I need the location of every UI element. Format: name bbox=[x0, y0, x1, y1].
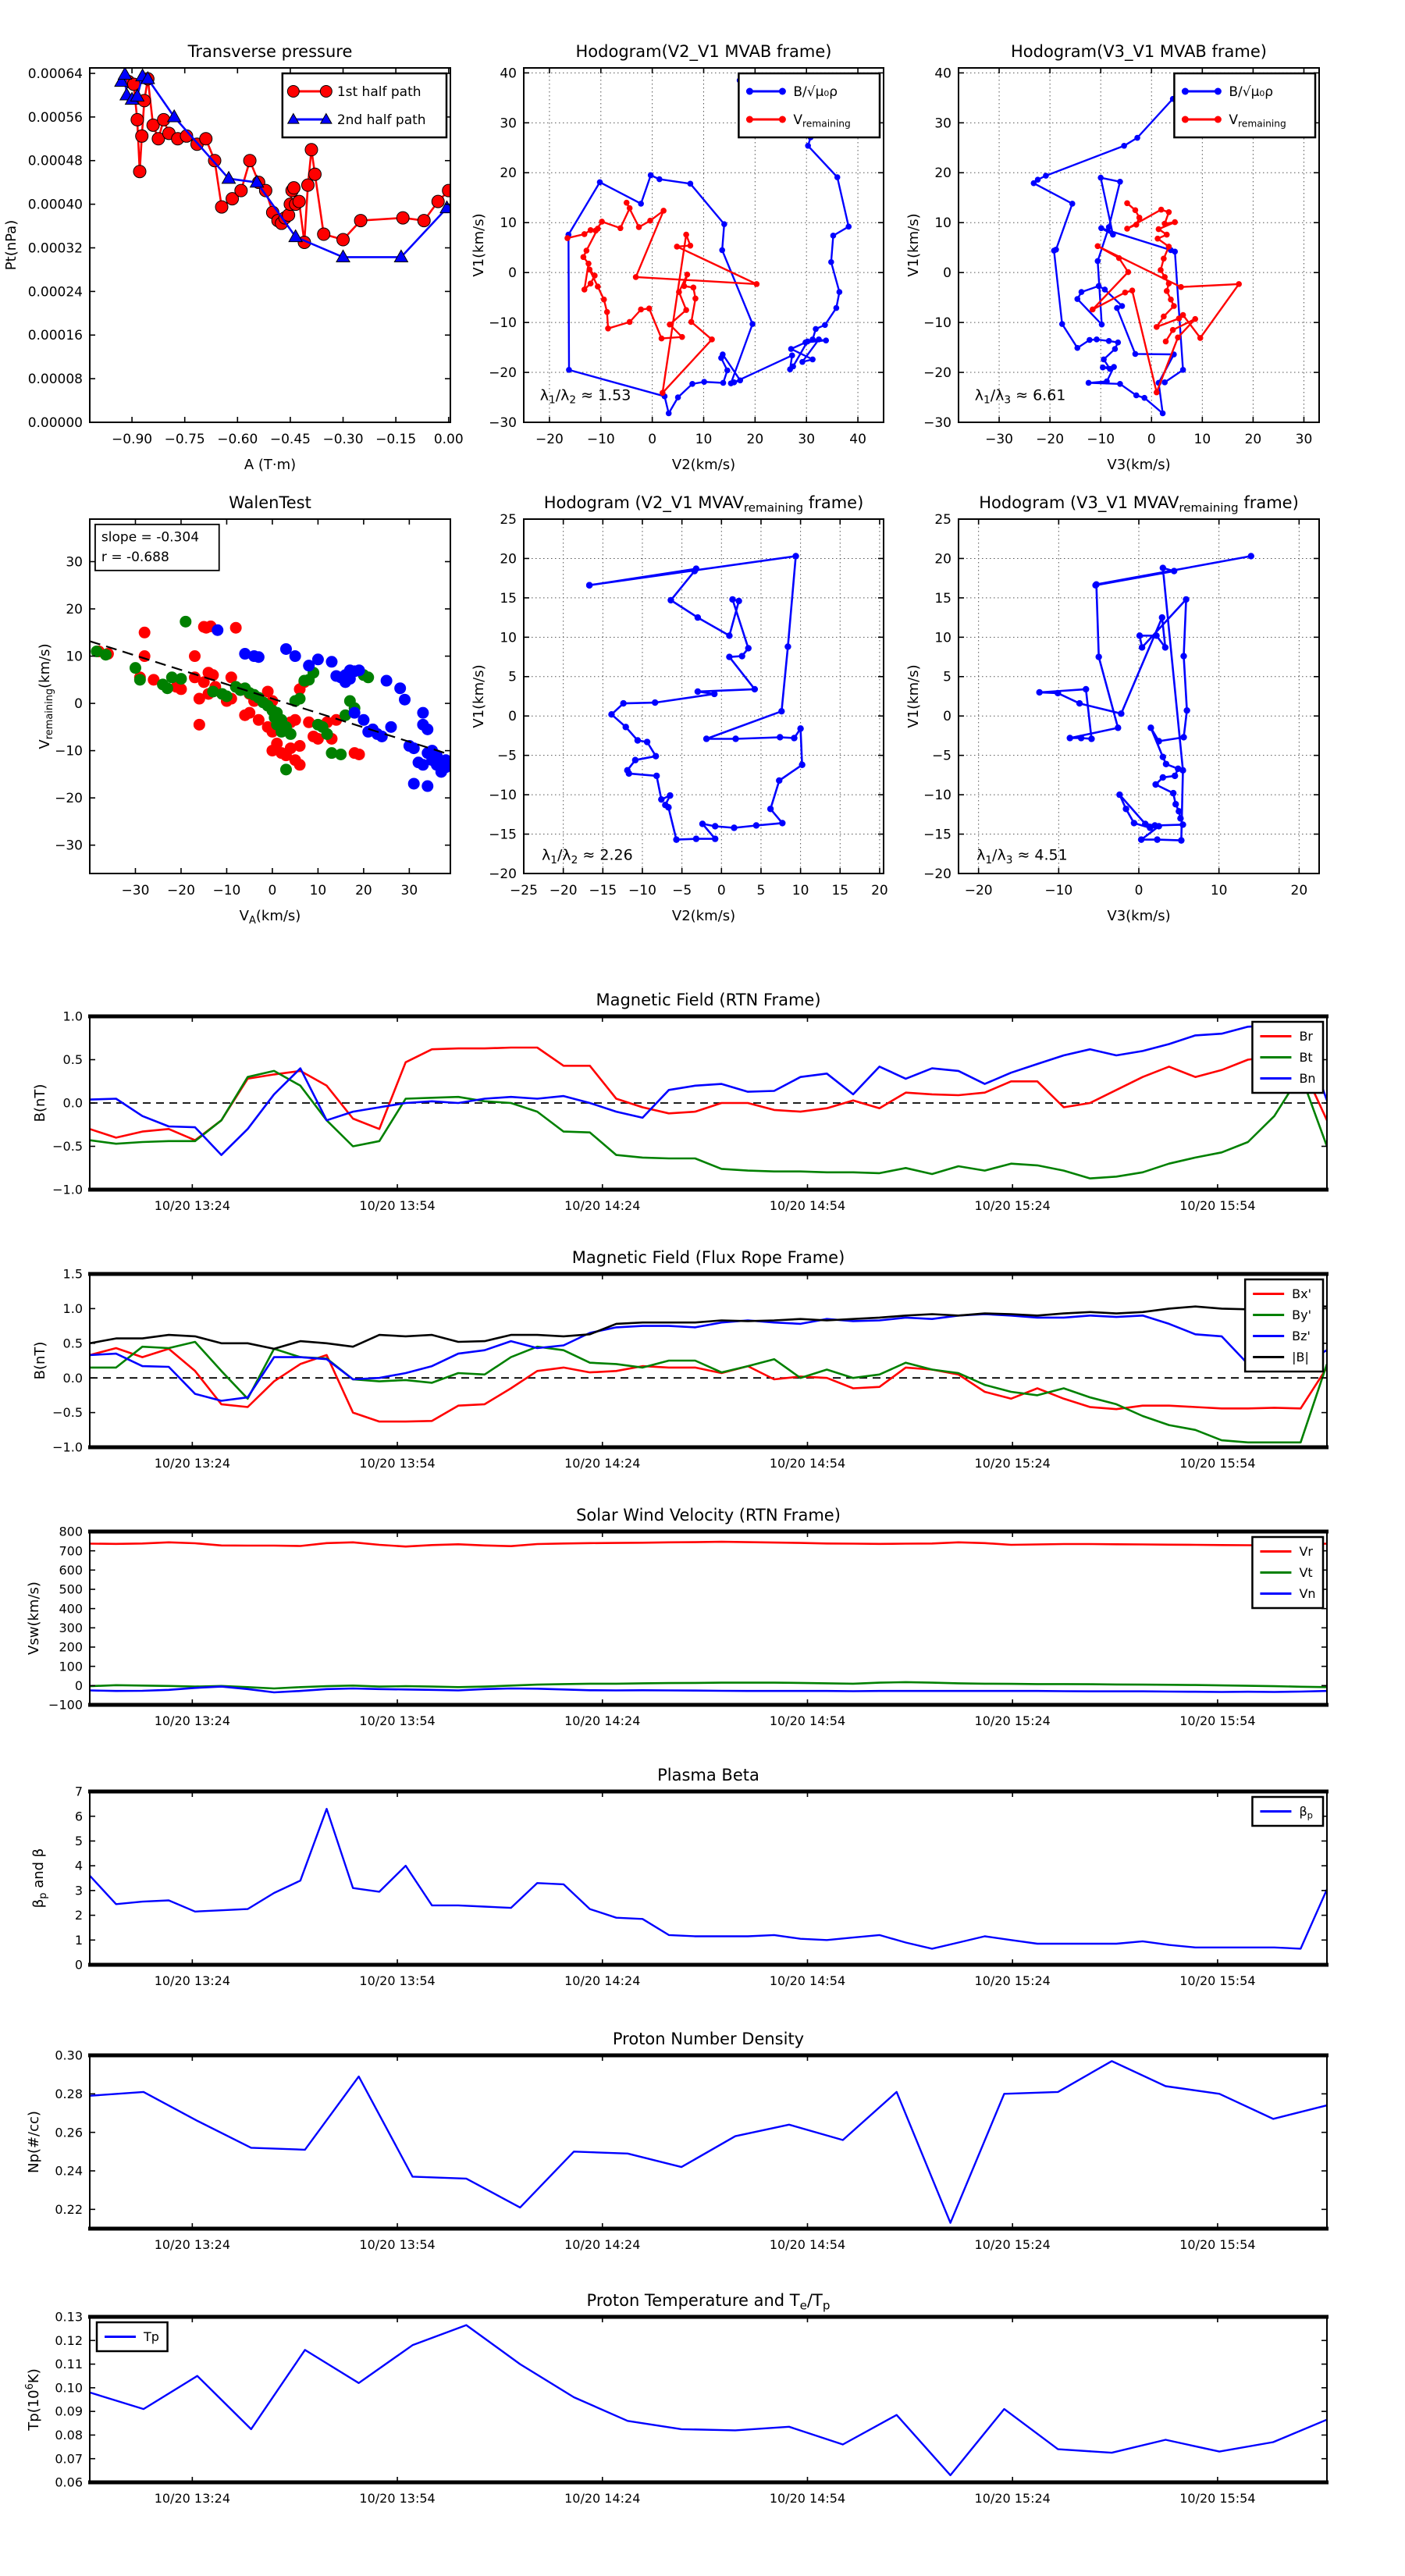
svg-text:0.22: 0.22 bbox=[55, 2201, 83, 2217]
svg-text:0: 0 bbox=[508, 265, 517, 282]
svg-text:200: 200 bbox=[59, 1639, 83, 1655]
svg-text:10/20 14:24: 10/20 14:24 bbox=[564, 1713, 641, 1728]
svg-text:−20: −20 bbox=[167, 883, 195, 898]
svg-text:10: 10 bbox=[934, 215, 951, 232]
svg-text:Proton Temperature and Te/Tp: Proton Temperature and $T_e/T_p$ bbox=[586, 2291, 831, 2313]
svg-text:0.00024: 0.00024 bbox=[27, 284, 83, 301]
svg-text:0: 0 bbox=[1134, 883, 1144, 898]
svg-text:−10: −10 bbox=[212, 883, 241, 898]
svg-text:500: 500 bbox=[59, 1582, 83, 1597]
svg-text:−10: −10 bbox=[1044, 883, 1073, 898]
svg-text:−30: −30 bbox=[121, 883, 150, 898]
svg-text:0.00056: 0.00056 bbox=[27, 109, 83, 126]
svg-text:Transverse pressure: Transverse pressure bbox=[187, 42, 353, 61]
svg-text:−30: −30 bbox=[923, 415, 951, 431]
svg-text:−0.60: −0.60 bbox=[217, 432, 258, 447]
svg-text:Hodogram (V2_V1 MVAVremaining: Hodogram (V2_V1 $MVAV_{remaining}$ frame) bbox=[543, 493, 864, 515]
svg-text:30: 30 bbox=[1295, 432, 1313, 447]
svg-text:30: 30 bbox=[798, 432, 816, 447]
svg-text:10/20 14:54: 10/20 14:54 bbox=[769, 1713, 846, 1728]
svg-text:10/20 15:24: 10/20 15:24 bbox=[974, 1456, 1051, 1471]
svg-text:2nd half path: 2nd half path bbox=[336, 112, 426, 128]
svg-text:0: 0 bbox=[74, 696, 83, 713]
svg-text:10/20 14:54: 10/20 14:54 bbox=[769, 1198, 846, 1213]
svg-text:−30: −30 bbox=[489, 415, 517, 431]
svg-text:−20: −20 bbox=[923, 866, 951, 882]
svg-text:−25: −25 bbox=[510, 883, 538, 898]
svg-text:−10: −10 bbox=[586, 432, 615, 447]
svg-text:20: 20 bbox=[934, 551, 951, 568]
svg-text:Magnetic Field (RTN Frame): Magnetic Field (RTN Frame) bbox=[596, 991, 821, 1009]
svg-text:V1(km/s): V1(km/s) bbox=[905, 664, 922, 728]
svg-text:−5: −5 bbox=[931, 748, 951, 764]
svg-text:−30: −30 bbox=[55, 838, 83, 854]
svg-text:B/√μ₀ρ: B/√μ₀ρ bbox=[793, 84, 838, 100]
svg-text:V2(km/s): V2(km/s) bbox=[671, 908, 736, 924]
svg-text:10/20 13:54: 10/20 13:54 bbox=[359, 2491, 436, 2506]
svg-text:−1.0: −1.0 bbox=[52, 1439, 83, 1455]
svg-text:0.00000: 0.00000 bbox=[27, 415, 83, 431]
svg-text:0: 0 bbox=[268, 883, 277, 898]
svg-text:1.0: 1.0 bbox=[62, 1301, 83, 1316]
svg-text:0: 0 bbox=[74, 1957, 83, 1973]
svg-text:0.00008: 0.00008 bbox=[27, 372, 83, 388]
svg-text:−10: −10 bbox=[628, 883, 656, 898]
svg-text:10/20 13:54: 10/20 13:54 bbox=[359, 1198, 436, 1213]
svg-text:r = -0.688: r = -0.688 bbox=[101, 549, 169, 565]
svg-text:Vn: Vn bbox=[1299, 1586, 1316, 1602]
svg-text:−0.15: −0.15 bbox=[375, 432, 417, 447]
svg-text:|B|: |B| bbox=[1292, 1350, 1309, 1365]
svg-text:10/20 13:24: 10/20 13:24 bbox=[154, 2491, 231, 2506]
svg-text:0.0: 0.0 bbox=[62, 1370, 83, 1386]
svg-text:300: 300 bbox=[59, 1620, 83, 1635]
svg-text:−10: −10 bbox=[489, 315, 517, 332]
svg-text:λ1/λ3 ≈ 4.51: $\lambda_1/\lambda_3 \approx 4.51$ bbox=[976, 846, 1068, 866]
svg-text:10: 10 bbox=[1210, 883, 1228, 898]
svg-text:10: 10 bbox=[309, 883, 327, 898]
svg-text:10/20 13:24: 10/20 13:24 bbox=[154, 1198, 231, 1213]
svg-text:0: 0 bbox=[648, 432, 657, 447]
svg-text:0: 0 bbox=[943, 709, 951, 725]
svg-text:Proton Number Density: Proton Number Density bbox=[612, 2030, 805, 2048]
svg-text:B(nT): B(nT) bbox=[32, 1083, 48, 1123]
svg-text:10/20 15:54: 10/20 15:54 bbox=[1179, 1456, 1256, 1471]
svg-text:0.0: 0.0 bbox=[62, 1095, 83, 1111]
svg-text:λ1/λ2 ≈ 2.26: $\lambda_1/\lambda_2 \approx 2.26$ bbox=[542, 846, 633, 866]
svg-text:−0.75: −0.75 bbox=[164, 432, 205, 447]
svg-text:0.00040: 0.00040 bbox=[27, 197, 83, 213]
svg-text:10/20 13:24: 10/20 13:24 bbox=[154, 2237, 231, 2252]
svg-text:0.00016: 0.00016 bbox=[27, 328, 83, 344]
svg-text:−15: −15 bbox=[589, 883, 617, 898]
svg-text:10: 10 bbox=[66, 649, 83, 665]
svg-text:−10: −10 bbox=[1087, 432, 1115, 447]
svg-text:VA(km/s): $V_A(km/s)$ bbox=[239, 908, 301, 927]
svg-text:600: 600 bbox=[59, 1562, 83, 1578]
svg-text:0.00: 0.00 bbox=[433, 432, 464, 447]
svg-text:−10: −10 bbox=[923, 788, 951, 804]
svg-text:10/20 13:24: 10/20 13:24 bbox=[154, 1713, 231, 1728]
svg-text:10/20 15:24: 10/20 15:24 bbox=[974, 1713, 1051, 1728]
svg-text:slope = -0.304: slope = -0.304 bbox=[101, 529, 200, 546]
svg-text:−20: −20 bbox=[535, 432, 564, 447]
svg-text:−5: −5 bbox=[496, 748, 517, 764]
svg-text:30: 30 bbox=[66, 554, 83, 571]
svg-text:0.00048: 0.00048 bbox=[27, 153, 83, 169]
svg-text:−0.5: −0.5 bbox=[52, 1405, 83, 1421]
svg-text:0.24: 0.24 bbox=[55, 2163, 83, 2179]
svg-text:10/20 14:54: 10/20 14:54 bbox=[769, 2237, 846, 2252]
svg-text:Vremaining(km/s): $V_{remaining}(km/s)$ bbox=[37, 643, 55, 749]
svg-text:Vremaining: $V_{remaining}$ bbox=[1229, 112, 1286, 130]
svg-text:−15: −15 bbox=[489, 827, 517, 843]
svg-text:30: 30 bbox=[400, 883, 418, 898]
svg-text:10/20 13:54: 10/20 13:54 bbox=[359, 1973, 436, 1988]
svg-text:0.5: 0.5 bbox=[62, 1052, 83, 1068]
svg-text:B/√μ₀ρ: B/√μ₀ρ bbox=[1229, 84, 1274, 100]
svg-text:20: 20 bbox=[871, 883, 888, 898]
svg-text:Vt: Vt bbox=[1299, 1565, 1313, 1581]
svg-text:0: 0 bbox=[943, 265, 951, 282]
svg-text:20: 20 bbox=[500, 165, 517, 182]
svg-text:0: 0 bbox=[717, 883, 726, 898]
svg-text:−20: −20 bbox=[923, 365, 951, 382]
svg-text:10/20 15:24: 10/20 15:24 bbox=[974, 1973, 1051, 1988]
svg-text:15: 15 bbox=[831, 883, 849, 898]
svg-text:V3(km/s): V3(km/s) bbox=[1107, 908, 1171, 924]
svg-text:Vremaining: $V_{remaining}$ bbox=[793, 112, 851, 130]
svg-text:Hodogram(V3_V1 MVAB frame): Hodogram(V3_V1 MVAB frame) bbox=[1011, 42, 1267, 61]
svg-text:10/20 15:24: 10/20 15:24 bbox=[974, 2491, 1051, 2506]
svg-text:Plasma Beta: Plasma Beta bbox=[657, 1766, 759, 1784]
svg-text:2: 2 bbox=[74, 1908, 83, 1923]
svg-text:−10: −10 bbox=[55, 743, 83, 760]
svg-text:0.12: 0.12 bbox=[55, 2332, 83, 2348]
svg-text:V3(km/s): V3(km/s) bbox=[1107, 457, 1171, 473]
svg-text:Tp: Tp bbox=[144, 2329, 159, 2345]
svg-text:0.26: 0.26 bbox=[55, 2125, 83, 2140]
svg-text:βp: $\beta_p$ bbox=[1299, 1804, 1313, 1821]
svg-text:10: 10 bbox=[500, 630, 517, 646]
svg-text:Br: Br bbox=[1299, 1029, 1314, 1044]
svg-text:10: 10 bbox=[500, 215, 517, 232]
svg-text:10/20 15:54: 10/20 15:54 bbox=[1179, 1973, 1256, 1988]
svg-text:10: 10 bbox=[934, 630, 951, 646]
svg-text:400: 400 bbox=[59, 1601, 83, 1617]
svg-text:λ1/λ2 ≈ 1.53: $\lambda_1/\lambda_2 \approx 1.53$ bbox=[539, 386, 631, 407]
svg-text:10/20 14:24: 10/20 14:24 bbox=[564, 2237, 641, 2252]
svg-text:10/20 13:24: 10/20 13:24 bbox=[154, 1973, 231, 1988]
svg-text:0.00032: 0.00032 bbox=[27, 240, 83, 257]
svg-text:0.07: 0.07 bbox=[55, 2451, 83, 2467]
svg-text:40: 40 bbox=[934, 66, 951, 82]
svg-text:10/20 13:24: 10/20 13:24 bbox=[154, 1456, 231, 1471]
svg-text:By': By' bbox=[1292, 1308, 1312, 1323]
svg-text:1st half path: 1st half path bbox=[336, 84, 422, 100]
svg-text:Hodogram(V2_V1 MVAB frame): Hodogram(V2_V1 MVAB frame) bbox=[575, 42, 832, 61]
svg-text:−0.90: −0.90 bbox=[112, 432, 153, 447]
svg-text:Hodogram (V3_V1 MVAVremaining: Hodogram (V3_V1 $MVAV_{remaining}$ frame) bbox=[979, 493, 1299, 515]
svg-text:B(nT): B(nT) bbox=[32, 1341, 48, 1380]
svg-text:Pt(nPa): Pt(nPa) bbox=[3, 219, 20, 271]
svg-text:−20: −20 bbox=[489, 866, 517, 882]
svg-text:1.0: 1.0 bbox=[62, 1009, 83, 1024]
svg-text:−20: −20 bbox=[55, 791, 83, 807]
svg-text:−0.5: −0.5 bbox=[52, 1139, 83, 1155]
svg-text:V2(km/s): V2(km/s) bbox=[671, 457, 736, 473]
svg-text:20: 20 bbox=[355, 883, 372, 898]
svg-text:A (T·m): A (T·m) bbox=[244, 457, 297, 473]
svg-text:20: 20 bbox=[746, 432, 764, 447]
svg-text:−100: −100 bbox=[48, 1697, 83, 1713]
svg-text:λ1/λ3 ≈ 6.61: $\lambda_1/\lambda_3 \approx 6.61$ bbox=[974, 386, 1066, 407]
svg-text:6: 6 bbox=[74, 1809, 83, 1824]
svg-text:20: 20 bbox=[934, 165, 951, 182]
svg-text:10: 10 bbox=[695, 432, 713, 447]
svg-text:20: 20 bbox=[66, 601, 83, 617]
svg-text:30: 30 bbox=[500, 116, 517, 132]
svg-text:40: 40 bbox=[500, 66, 517, 82]
svg-text:0.13: 0.13 bbox=[55, 2309, 83, 2325]
svg-text:0.06: 0.06 bbox=[55, 2475, 83, 2490]
svg-text:10: 10 bbox=[791, 883, 809, 898]
svg-text:3: 3 bbox=[74, 1883, 83, 1898]
svg-text:−30: −30 bbox=[985, 432, 1014, 447]
svg-text:Vr: Vr bbox=[1299, 1544, 1313, 1560]
svg-text:0.09: 0.09 bbox=[55, 2403, 83, 2419]
svg-text:0: 0 bbox=[1147, 432, 1156, 447]
svg-text:10/20 15:24: 10/20 15:24 bbox=[974, 1198, 1051, 1213]
svg-text:1.5: 1.5 bbox=[62, 1266, 83, 1282]
svg-text:10/20 15:54: 10/20 15:54 bbox=[1179, 1713, 1256, 1728]
svg-text:0.5: 0.5 bbox=[62, 1336, 83, 1351]
svg-text:10/20 14:54: 10/20 14:54 bbox=[769, 1456, 846, 1471]
svg-text:Np(#/cc): Np(#/cc) bbox=[26, 2111, 42, 2173]
svg-text:−15: −15 bbox=[923, 827, 951, 843]
svg-text:V1(km/s): V1(km/s) bbox=[471, 213, 487, 277]
svg-text:10/20 13:54: 10/20 13:54 bbox=[359, 1713, 436, 1728]
svg-text:−10: −10 bbox=[923, 315, 951, 332]
svg-text:Vsw(km/s): Vsw(km/s) bbox=[26, 1582, 42, 1655]
svg-text:−20: −20 bbox=[964, 883, 993, 898]
svg-text:−1.0: −1.0 bbox=[52, 1182, 83, 1197]
svg-text:5: 5 bbox=[943, 669, 951, 685]
svg-text:10/20 14:24: 10/20 14:24 bbox=[564, 2491, 641, 2506]
svg-text:WalenTest: WalenTest bbox=[229, 493, 311, 512]
svg-text:0.08: 0.08 bbox=[55, 2428, 83, 2443]
svg-text:βp and β: $\beta_p$ and β bbox=[30, 1848, 49, 1909]
svg-text:0: 0 bbox=[508, 709, 517, 725]
svg-text:−20: −20 bbox=[1036, 432, 1065, 447]
svg-text:10/20 14:54: 10/20 14:54 bbox=[769, 1973, 846, 1988]
svg-text:20: 20 bbox=[1290, 883, 1308, 898]
svg-text:25: 25 bbox=[934, 511, 951, 528]
svg-text:10/20 15:54: 10/20 15:54 bbox=[1179, 1198, 1256, 1213]
svg-text:0: 0 bbox=[74, 1678, 83, 1693]
svg-text:10/20 13:54: 10/20 13:54 bbox=[359, 1456, 436, 1471]
svg-text:10/20 14:24: 10/20 14:24 bbox=[564, 1973, 641, 1988]
svg-text:5: 5 bbox=[74, 1834, 83, 1849]
svg-text:700: 700 bbox=[59, 1543, 83, 1559]
svg-text:4: 4 bbox=[74, 1858, 83, 1873]
svg-text:V1(km/s): V1(km/s) bbox=[471, 664, 487, 728]
svg-text:10/20 14:24: 10/20 14:24 bbox=[564, 1456, 641, 1471]
svg-text:10/20 15:54: 10/20 15:54 bbox=[1179, 2237, 1256, 2252]
svg-text:40: 40 bbox=[849, 432, 866, 447]
svg-text:−20: −20 bbox=[489, 365, 517, 382]
svg-text:10: 10 bbox=[1193, 432, 1211, 447]
svg-text:15: 15 bbox=[934, 590, 951, 607]
svg-text:25: 25 bbox=[500, 511, 517, 528]
svg-text:10/20 14:24: 10/20 14:24 bbox=[564, 1198, 641, 1213]
svg-text:15: 15 bbox=[500, 590, 517, 607]
svg-text:−10: −10 bbox=[489, 788, 517, 804]
svg-text:10/20 13:54: 10/20 13:54 bbox=[359, 2237, 436, 2252]
svg-text:Solar Wind Velocity (RTN Frame: Solar Wind Velocity (RTN Frame) bbox=[576, 1506, 841, 1525]
svg-text:0.11: 0.11 bbox=[55, 2357, 83, 2372]
svg-text:5: 5 bbox=[756, 883, 766, 898]
svg-text:20: 20 bbox=[1244, 432, 1262, 447]
svg-text:0.00064: 0.00064 bbox=[27, 66, 83, 82]
svg-text:1: 1 bbox=[74, 1932, 83, 1948]
svg-text:100: 100 bbox=[59, 1659, 83, 1674]
svg-text:30: 30 bbox=[934, 116, 951, 132]
svg-text:Bn: Bn bbox=[1299, 1071, 1316, 1087]
svg-text:Magnetic Field (Flux Rope Fram: Magnetic Field (Flux Rope Frame) bbox=[571, 1248, 845, 1267]
svg-text:10/20 14:54: 10/20 14:54 bbox=[769, 2491, 846, 2506]
svg-text:800: 800 bbox=[59, 1524, 83, 1539]
svg-text:7: 7 bbox=[74, 1784, 83, 1799]
svg-text:0.28: 0.28 bbox=[55, 2086, 83, 2101]
svg-text:20: 20 bbox=[500, 551, 517, 568]
svg-text:Bt: Bt bbox=[1299, 1050, 1313, 1066]
svg-text:V1(km/s): V1(km/s) bbox=[905, 213, 922, 277]
svg-text:Bz': Bz' bbox=[1292, 1329, 1311, 1344]
svg-text:10/20 15:54: 10/20 15:54 bbox=[1179, 2491, 1256, 2506]
svg-text:Tp(106K): $Tp(10^6K)$ bbox=[23, 2368, 42, 2431]
svg-text:5: 5 bbox=[508, 669, 517, 685]
svg-text:0.10: 0.10 bbox=[55, 2380, 83, 2396]
svg-text:−0.30: −0.30 bbox=[322, 432, 364, 447]
svg-text:Bx': Bx' bbox=[1292, 1286, 1312, 1302]
svg-text:−0.45: −0.45 bbox=[269, 432, 311, 447]
svg-text:0.30: 0.30 bbox=[55, 2048, 83, 2063]
svg-text:−5: −5 bbox=[672, 883, 692, 898]
svg-text:−20: −20 bbox=[549, 883, 578, 898]
svg-text:10/20 15:24: 10/20 15:24 bbox=[974, 2237, 1051, 2252]
